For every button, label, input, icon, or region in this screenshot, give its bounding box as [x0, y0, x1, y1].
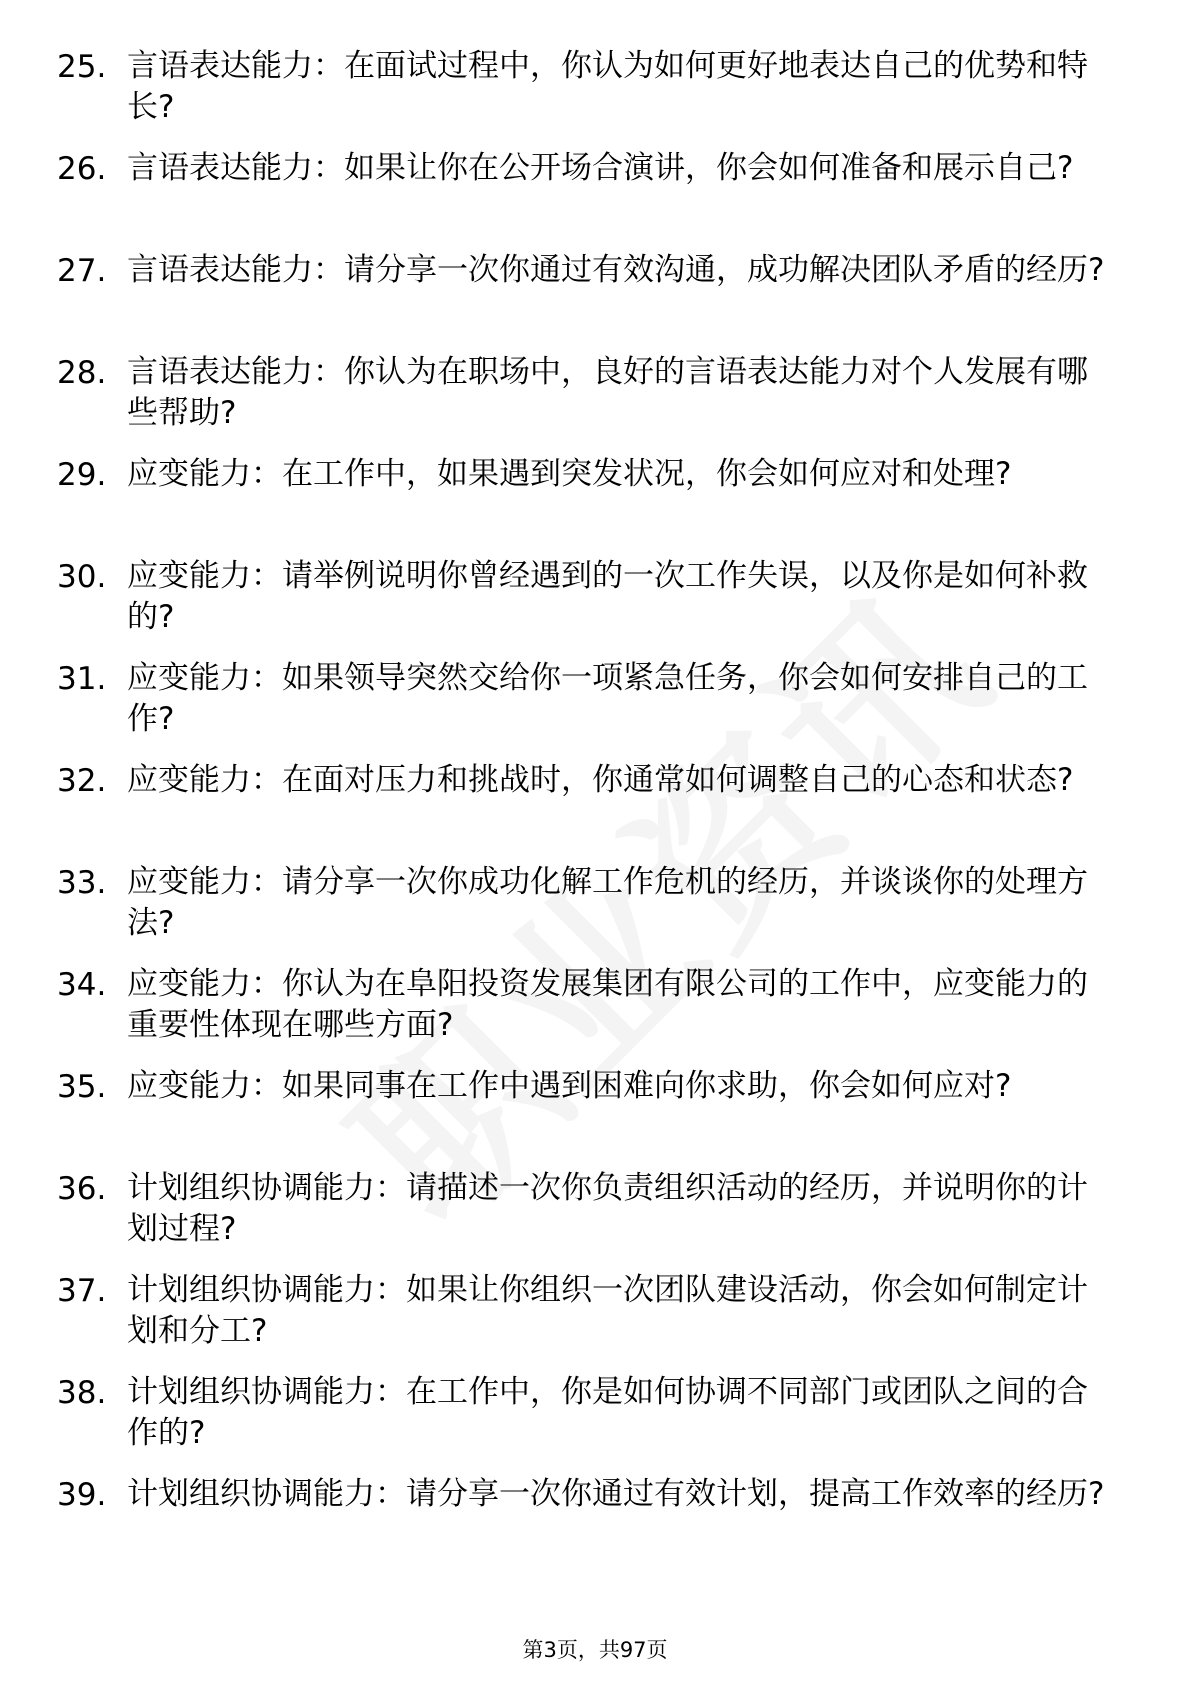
list-item: [0, 148, 1190, 250]
question-text: 计划组织协调能力：请描述一次你负责组织活动的经历，并说明你的计划过程?: [127, 1170, 1088, 1247]
question-text: 言语表达能力：请分享一次你通过有效沟通，成功解决团队矛盾的经历?: [127, 252, 1105, 288]
question-text: 应变能力：在面对压力和挑战时，你通常如何调整自己的心态和状态?: [127, 762, 1074, 798]
question-number: 34.: [57, 967, 107, 1003]
question-text: 应变能力：请举例说明你曾经遇到的一次工作失误，以及你是如何补救的?: [127, 558, 1088, 635]
list-item: [0, 862, 1190, 964]
question-number: 38.: [57, 1375, 107, 1411]
page-footer: 第3页，共97页: [522, 1638, 668, 1662]
question-text: 言语表达能力：在面试过程中，你认为如何更好地表达自己的优势和特长?: [127, 48, 1088, 125]
question-number: 27.: [57, 253, 107, 289]
question-number: 26.: [57, 151, 107, 187]
question-text: 应变能力：在工作中，如果遇到突发状况，你会如何应对和处理?: [127, 456, 1012, 492]
list-item: [0, 454, 1190, 556]
question-number: 35.: [57, 1069, 107, 1105]
list-item: [0, 658, 1190, 760]
question-number: 32.: [57, 763, 107, 799]
list-item: [0, 760, 1190, 862]
list-item: [0, 250, 1190, 352]
list-item: [0, 964, 1190, 1066]
question-number: 36.: [57, 1171, 107, 1207]
question-number: 30.: [57, 559, 107, 595]
question-number: 25.: [57, 49, 107, 85]
question-number: 39.: [57, 1477, 107, 1513]
list-item: [0, 46, 1190, 148]
question-text: 应变能力：请分享一次你成功化解工作危机的经历，并谈谈你的处理方法?: [127, 864, 1088, 941]
list-item: [0, 1168, 1190, 1270]
question-text: 言语表达能力：你认为在职场中，良好的言语表达能力对个人发展有哪些帮助?: [127, 354, 1088, 431]
question-number: 31.: [57, 661, 107, 697]
question-text: 应变能力：如果同事在工作中遇到困难向你求助，你会如何应对?: [127, 1068, 1012, 1104]
list-item: [0, 556, 1190, 658]
question-list: [0, 46, 1190, 1576]
question-text: 言语表达能力：如果让你在公开场合演讲，你会如何准备和展示自己?: [127, 150, 1074, 186]
question-text: 计划组织协调能力：请分享一次你通过有效计划，提高工作效率的经历?: [127, 1476, 1105, 1512]
list-item: [0, 1474, 1190, 1576]
question-text: 应变能力：你认为在阜阳投资发展集团有限公司的工作中，应变能力的重要性体现在哪些方面?: [127, 966, 1088, 1043]
question-number: 28.: [57, 355, 107, 391]
question-text: 计划组织协调能力：如果让你组织一次团队建设活动，你会如何制定计划和分工?: [127, 1272, 1088, 1349]
list-item: [0, 1372, 1190, 1474]
question-number: 33.: [57, 865, 107, 901]
question-text: 计划组织协调能力：在工作中，你是如何协调不同部门或团队之间的合作的?: [127, 1374, 1088, 1451]
list-item: [0, 352, 1190, 454]
question-number: 37.: [57, 1273, 107, 1309]
list-item: [0, 1270, 1190, 1372]
question-text: 应变能力：如果领导突然交给你一项紧急任务，你会如何安排自己的工作?: [127, 660, 1088, 737]
list-item: [0, 1066, 1190, 1168]
question-number: 29.: [57, 457, 107, 493]
